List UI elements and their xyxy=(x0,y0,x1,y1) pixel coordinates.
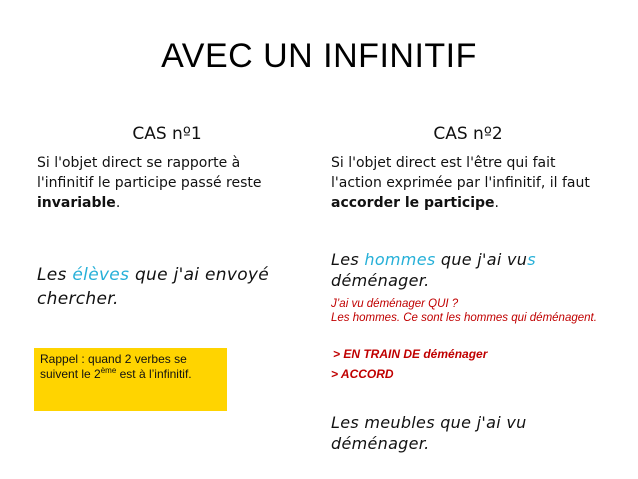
case1-example-highlight: élèves xyxy=(72,265,130,285)
rappel-text-end: est à l’infinitif. xyxy=(116,367,192,381)
case1-rule xyxy=(37,153,297,213)
case1-rule-text: Si l'objet direct se rapporte à l'infinitif le participe passé reste xyxy=(37,155,262,191)
case2-example-highlight-suffix: s xyxy=(527,250,536,269)
rappel-box xyxy=(34,348,227,411)
page-title: AVEC UN INFINITIF xyxy=(161,37,477,75)
case2-rule-text: Si l'objet direct est l'être qui fait l'action exprimée par l'infinitif, il faut xyxy=(331,155,590,191)
case2-example-highlight: hommes xyxy=(364,250,436,269)
case2-rule-end: . xyxy=(494,195,499,211)
case2-rule xyxy=(331,153,606,213)
case1-example xyxy=(37,263,287,311)
case2-example xyxy=(331,249,591,291)
case2-explanation-answer: Les hommes. Ce sont les hommes qui déménagent. xyxy=(331,312,597,324)
case2-counter-example: Les meubles que j'ai vu déménager. xyxy=(331,413,527,453)
case1-rule-bold: invariable xyxy=(37,195,116,211)
case1-example-end: que j'ai envoyé chercher. xyxy=(37,265,270,309)
case1-heading: CAS nº1 xyxy=(132,124,202,144)
case2-en-train-de: > EN TRAIN DE déménager xyxy=(333,347,488,361)
case2-rule-bold: accorder le participe xyxy=(331,195,495,211)
case2-accord: > ACCORD xyxy=(331,367,394,381)
rappel-text-start: Rappel : quand 2 verbes se suivent le 2 xyxy=(40,352,187,381)
case2-heading: CAS nº2 xyxy=(433,124,503,144)
case1-rule-end: . xyxy=(115,195,121,211)
case2-explanation xyxy=(331,297,601,325)
case2-explanation-question: J’ai vu déménager QUI ? xyxy=(331,298,459,310)
case1-example-start: Les xyxy=(37,265,73,285)
case2-example-start: Les xyxy=(331,250,365,269)
case2-example-end: déménager. xyxy=(331,271,430,290)
case2-example-mid: que j'ai vu xyxy=(435,250,528,269)
rappel-superscript: ème xyxy=(100,366,117,375)
